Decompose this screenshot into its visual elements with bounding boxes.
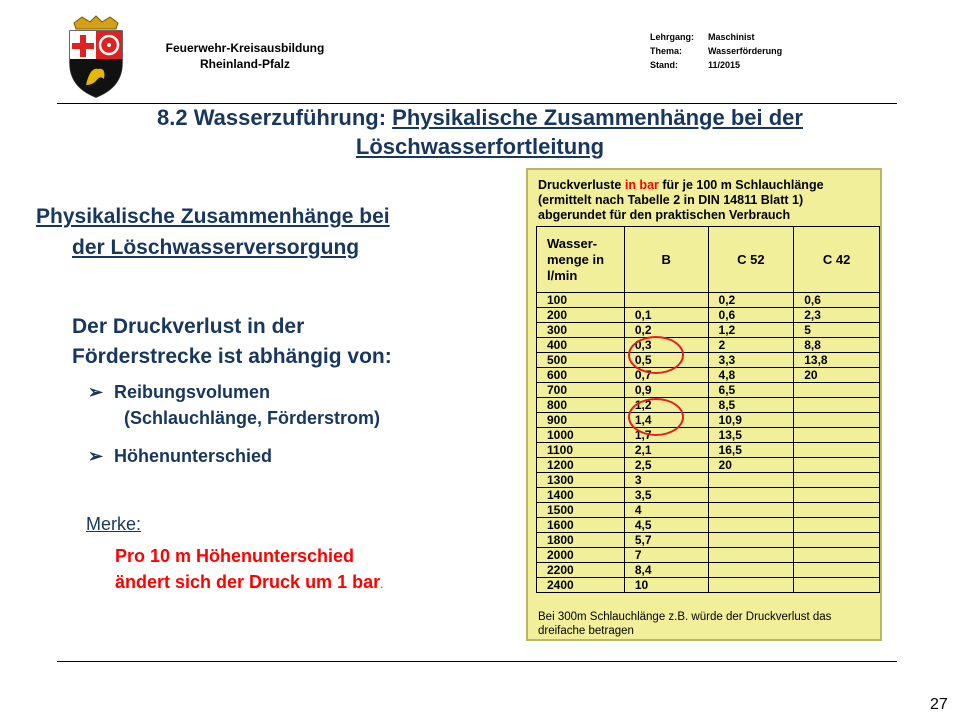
table-cell: 1600 — [537, 518, 625, 533]
table-row — [537, 488, 880, 503]
table-cell: 4,5 — [624, 518, 708, 533]
table-cell: 3,5 — [624, 488, 708, 503]
meta-topic: Thema: Wasserförderung — [650, 46, 783, 56]
table-cell: 600 — [537, 368, 625, 383]
table-cell: 20 — [708, 458, 794, 473]
section-subheading: Physikalische Zusammenhänge bei der Löschwasserversorgung — [36, 205, 390, 259]
table-cell: 13,8 — [794, 353, 880, 368]
table-row — [537, 548, 880, 563]
table-cell — [794, 503, 880, 518]
table-cell: 0,3 — [624, 338, 708, 353]
table-footnote: Bei 300m Schlauchlänge z.B. würde der Druckverlust das dreifache betragen — [538, 611, 832, 637]
page-number: 27 — [930, 696, 948, 713]
table-row — [537, 473, 880, 488]
table-cell: 2 — [708, 338, 794, 353]
rule-of-thumb: Pro 10 m Höhenunterschied ändert sich der Druck um 1 bar. — [115, 546, 384, 592]
table-row — [537, 578, 880, 593]
arrow-bullet-icon: ➢ — [88, 382, 104, 402]
table-cell — [794, 398, 880, 413]
table-cell: 400 — [537, 338, 625, 353]
table-cell — [708, 488, 794, 503]
table-cell: 7 — [624, 548, 708, 563]
table-cell: 900 — [537, 413, 625, 428]
arrow-bullet-icon: ➢ — [88, 446, 104, 466]
table-cell: 3,3 — [708, 353, 794, 368]
table-cell — [794, 533, 880, 548]
table-cell: 0,1 — [624, 308, 708, 323]
table-heading: Druckverluste in bar für je 100 m Schlauchlänge (ermittelt nach Tabelle 2 in DIN 14811 Blatt 1) abgerundet für den praktischen Verbrauch — [538, 178, 824, 222]
table-cell: 1400 — [537, 488, 625, 503]
table-cell: 2,5 — [624, 458, 708, 473]
pressure-loss-table — [526, 168, 882, 641]
table-cell: 2,3 — [794, 308, 880, 323]
course-meta — [650, 30, 782, 72]
table-cell — [624, 293, 708, 308]
table-cell: 0,2 — [624, 323, 708, 338]
table-cell — [794, 443, 880, 458]
table-cell: 1500 — [537, 503, 625, 518]
slide-title: 8.2 Wasserzuführung: Physikalische Zusammenhänge bei der Löschwasserfortleitung — [157, 105, 803, 159]
table-cell — [708, 548, 794, 563]
table-cell: 200 — [537, 308, 625, 323]
table-cell: 0,7 — [624, 368, 708, 383]
table-cell: 20 — [794, 368, 880, 383]
highlight-circle — [628, 336, 684, 374]
table-cell: 1000 — [537, 428, 625, 443]
table-cell — [794, 518, 880, 533]
table-cell: 1,2 — [624, 398, 708, 413]
table-cell — [708, 518, 794, 533]
table-row — [537, 518, 880, 533]
column-header-flow: Wasser- menge in l/min — [537, 227, 625, 293]
table-row — [537, 458, 880, 473]
table-cell: 4 — [624, 503, 708, 518]
footer-divider — [57, 661, 897, 662]
table-cell: 0,5 — [624, 353, 708, 368]
table-cell: 1,2 — [708, 323, 794, 338]
meta-date: Stand: 11/2015 — [650, 60, 741, 70]
table-row — [537, 563, 880, 578]
table-cell: 6,5 — [708, 383, 794, 398]
table-cell — [794, 578, 880, 593]
table-cell: 700 — [537, 383, 625, 398]
table-cell: 8,8 — [794, 338, 880, 353]
column-header-b: B — [624, 227, 708, 293]
table-cell: 0,9 — [624, 383, 708, 398]
data-table — [536, 226, 880, 593]
table-row — [537, 398, 880, 413]
table-header-row — [537, 227, 880, 293]
table-cell: 0,6 — [708, 308, 794, 323]
table-cell: 16,5 — [708, 443, 794, 458]
table-row — [537, 338, 880, 353]
table-row — [537, 368, 880, 383]
table-cell — [794, 383, 880, 398]
table-cell: 10,9 — [708, 413, 794, 428]
table-row — [537, 323, 880, 338]
org-line-2: Rheinland-Pfalz — [199, 57, 290, 71]
table-row — [537, 383, 880, 398]
table-cell: 2400 — [537, 578, 625, 593]
table-row — [537, 413, 880, 428]
table-cell: 300 — [537, 323, 625, 338]
table-row — [537, 353, 880, 368]
meta-course: Lehrgang: Maschinist — [650, 32, 755, 42]
table-cell: 3 — [624, 473, 708, 488]
bullet-height-difference: ➢ Höhenunterschied — [88, 443, 272, 469]
table-cell — [708, 503, 794, 518]
table-cell: 100 — [537, 293, 625, 308]
table-cell: 4,8 — [708, 368, 794, 383]
table-cell: 0,2 — [708, 293, 794, 308]
table-cell: 10 — [624, 578, 708, 593]
table-cell: 1800 — [537, 533, 625, 548]
table-cell — [708, 473, 794, 488]
table-cell: 1,7 — [624, 428, 708, 443]
table-cell — [708, 578, 794, 593]
table-row — [537, 443, 880, 458]
intro-text: Der Druckverlust in der Förderstrecke ist abhängig von: — [72, 315, 392, 368]
table-cell: 2,1 — [624, 443, 708, 458]
table-cell — [794, 428, 880, 443]
table-cell: 1200 — [537, 458, 625, 473]
table-cell — [708, 563, 794, 578]
note-label: Merke: — [86, 514, 142, 534]
column-header-c42: C 42 — [794, 227, 880, 293]
bullet-friction: ➢ Reibungsvolumen (Schlauchlänge, Förderstrom) — [88, 379, 380, 431]
table-cell — [708, 533, 794, 548]
rlp-coat-of-arms-icon — [60, 15, 132, 99]
column-header-c52: C 52 — [708, 227, 794, 293]
organization-name — [140, 40, 350, 72]
table-cell: 8,4 — [624, 563, 708, 578]
table-cell: 13,5 — [708, 428, 794, 443]
table-cell: 0,6 — [794, 293, 880, 308]
table-cell: 8,5 — [708, 398, 794, 413]
table-cell: 2200 — [537, 563, 625, 578]
table-row — [537, 533, 880, 548]
table-row — [537, 503, 880, 518]
table-cell — [794, 458, 880, 473]
table-cell — [794, 488, 880, 503]
table-cell: 5,7 — [624, 533, 708, 548]
table-row — [537, 293, 880, 308]
table-cell — [794, 548, 880, 563]
highlight-circle — [628, 398, 684, 436]
table-cell — [794, 413, 880, 428]
table-cell: 5 — [794, 323, 880, 338]
table-cell: 1100 — [537, 443, 625, 458]
table-row — [537, 308, 880, 323]
table-cell — [794, 563, 880, 578]
table-cell: 800 — [537, 398, 625, 413]
table-cell: 2000 — [537, 548, 625, 563]
table-cell — [794, 473, 880, 488]
org-line-1: Feuerwehr-Kreisausbildung — [165, 41, 325, 55]
table-cell: 500 — [537, 353, 625, 368]
table-cell: 1300 — [537, 473, 625, 488]
table-row — [537, 428, 880, 443]
table-cell: 1,4 — [624, 413, 708, 428]
